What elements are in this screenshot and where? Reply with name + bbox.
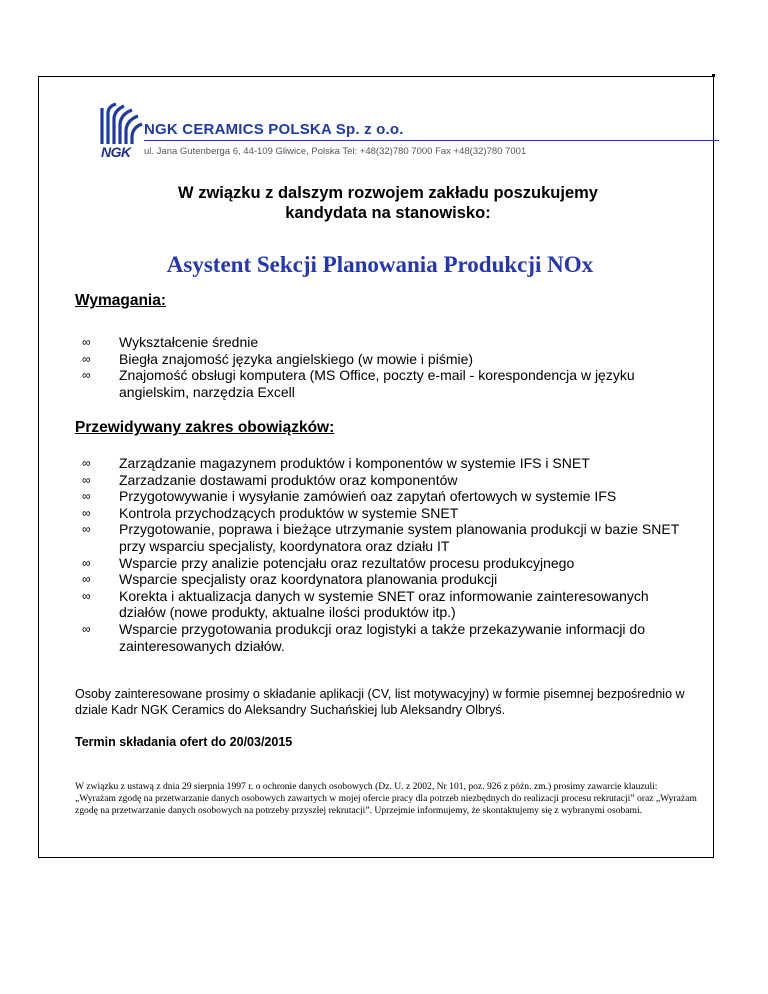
- bullet-icon: ∞: [82, 456, 91, 470]
- frame-corner-mark: [712, 74, 715, 77]
- ngk-wordmark: NGK: [101, 144, 131, 160]
- list-item: ∞ Korekta i aktualizacja danych w systemie SNET oraz informowanie zainteresowanych działów (nowe produkty, aktualne ilości produktów itp.): [82, 587, 649, 621]
- list-item: ∞ Wsparcie przy analizie potencjału oraz rezultatów procesu produkcyjnego: [82, 554, 575, 571]
- duties-list: [75, 455, 695, 654]
- list-item: ∞ Wsparcie przygotowania produkcji oraz logistyki a także przekazywanie informacji do zainteresowanych działów.: [82, 620, 646, 654]
- bullet-icon: ∞: [82, 489, 91, 504]
- bullet-icon: ∞: [82, 351, 91, 366]
- bullet-icon: ∞: [82, 621, 91, 636]
- list-item: ∞ Znajomość obsługi komputera (MS Office, poczty e-mail - korespondencja w języku angielskim, narzędzia Excell: [82, 367, 635, 400]
- bullet-icon: ∞: [82, 522, 91, 537]
- list-item: ∞ Wsparcie specjalisty oraz koordynatora planowania produkcji: [82, 571, 498, 588]
- list-item: ∞ Zarzadzanie dostawami produktów oraz komponentów: [82, 471, 458, 488]
- position-title: Asystent Sekcji Planowania Produkcji NOx: [166, 252, 594, 277]
- bullet-icon: ∞: [82, 572, 91, 587]
- list-item: ∞ Wykształcenie średnie: [82, 334, 259, 350]
- bullet-icon: ∞: [82, 588, 91, 603]
- duties-heading: Przewidywany zakres obowiązków:: [75, 419, 335, 436]
- intro-line-1: W związku z dalszym rozwojem zakładu poszukujemy: [178, 184, 598, 202]
- list-item: ∞ Kontrola przychodzących produktów w systemie SNET: [82, 504, 459, 521]
- requirements-heading: Wymagania:: [75, 292, 167, 309]
- application-deadline: Termin składania ofert do 20/03/2015: [75, 735, 293, 749]
- list-item: ∞ Biegła znajomość języka angielskiego (w mowie i piśmie): [82, 350, 474, 367]
- bullet-icon: ∞: [82, 505, 91, 520]
- intro-text: [100, 183, 676, 223]
- header-rule: [144, 140, 719, 141]
- bullet-icon: ∞: [82, 472, 91, 487]
- bullet-icon: ∞: [82, 335, 91, 349]
- list-item: ∞ Zarządzanie magazynem produktów i komponentów w systemie IFS i SNET: [82, 455, 590, 471]
- bullet-icon: ∞: [82, 368, 91, 383]
- list-item: ∞ Przygotowanie, poprawa i bieżące utrzymanie system planowania produkcji w bazie SNET przy wsparciu specjalisty, koordynatora oraz działu IT: [82, 521, 680, 554]
- data-protection-clause: W związku z ustawą z dnia 29 sierpnia 1997 r. o ochronie danych osobowych (Dz. U. z 2002, Nr 101, poz. 926 z późn. zm.) prosimy zawarcie klauzuli: „Wyrażam zgodę na przetwarzanie danych osobowych zawartych w mojej ofercie pracy dla potrzeb niezbędnych do realizacji procesu rekrutacji” oraz „Wyrażam zgodę na przetwarzanie danych osobowych na potrzeby przyszłej rekrutacji”. Uprzejmie informujemy, że skontaktujemy się z wybranymi osobami.: [75, 781, 697, 816]
- company-address: ul. Jana Gutenberga 6, 44-109 Gliwice, Polska Tel: +48(32)780 7000 Fax +48(32)780 7001: [144, 146, 527, 157]
- intro-line-2: kandydata na stanowisko:: [285, 204, 491, 222]
- requirements-list: [75, 334, 695, 400]
- list-item: ∞ Przygotowywanie i wysyłanie zamówień oaz zapytań ofertowych w systemie IFS: [82, 488, 617, 505]
- contact-instructions: Osoby zainteresowane prosimy o składanie aplikacji (CV, list motywacyjny) w formie pisemnej bezpośrednio w dziale Kadr NGK Ceramics do Aleksandry Suchańskiej lub Aleksandry Olbryś.: [75, 687, 685, 717]
- company-name: NGK CERAMICS POLSKA Sp. z o.o.: [144, 121, 404, 138]
- bullet-icon: ∞: [82, 555, 91, 570]
